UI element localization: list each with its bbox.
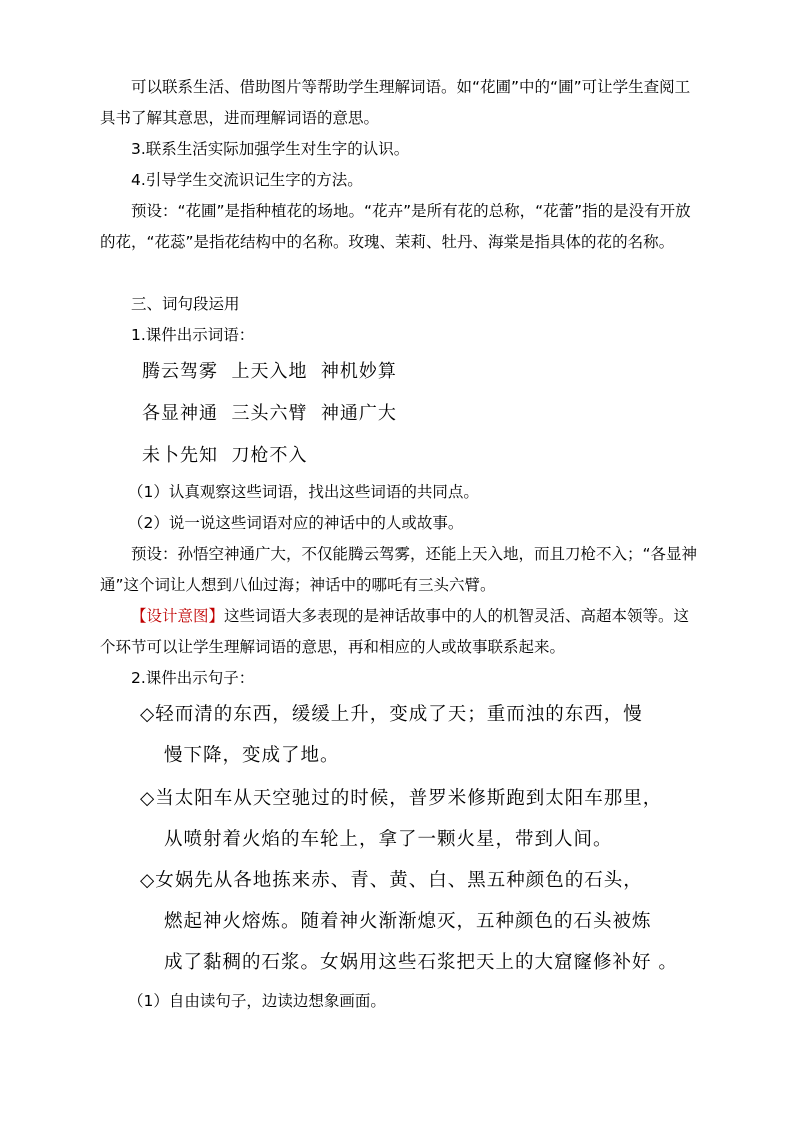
sentence-3-line-1: ◇女娲先从各地拣来赤、青、黄、白、黑五种颜色的石头，: [140, 870, 643, 891]
paragraph-preset-flowers: 预设：“花圃”是指种植花的场地。“花卉”是所有花的总称，“花蕾”指的是没有开放的花，“花蕊”是指花结构中的名称。玫瑰、茉莉、牡丹、海棠是指具体的花的名称。: [100, 202, 691, 251]
question-read-sentences: （1）自由读句子，边读边想象画面。: [128, 992, 386, 1010]
paragraph-show-sentences: 2.课件出示句子：: [131, 669, 255, 687]
sentence-2-line-2: 从喷射着火焰的车轮上，拿了一颗火星，带到人间。: [164, 829, 613, 850]
sentence-2-line-1: ◇当太阳车从天空驰过的时候，普罗米修斯跑到太阳车那里，: [140, 788, 663, 809]
question-2: （2）说一说这些词语对应的神话中的人或故事。: [128, 514, 464, 532]
sentence-3: [140, 860, 700, 983]
paragraph-word-understanding: 可以联系生活、借助图片等帮助学生理解词语。如“花圃”中的“圃”可让学生查阅工具书了解其意思，进而理解词语的意思。: [100, 78, 691, 127]
word-row-1: 腾云驾雾 上天入地 神机妙算: [142, 361, 397, 382]
sentence-3-line-3: 成了黏稠的石浆。女娲用这些石浆把天上的大窟窿修补好 。: [164, 952, 678, 973]
word-row-2: 各显神通 三头六臂 神通广大: [142, 403, 397, 424]
paragraph-item-3: 3.联系生活实际加强学生对生字的认识。: [131, 140, 410, 158]
paragraph-preset-myths: 预设：孙悟空神通广大，不仅能腾云驾雾，还能上天入地，而且刀枪不入；“各显神通”这个词让人想到八仙过海；神话中的哪吒有三头六臂。: [100, 545, 698, 594]
paragraph-item-4: 4.引导学生交流识记生字的方法。: [131, 171, 363, 189]
design-intent-text: 这些词语大多表现的是神话故事中的人的机智灵活、高超本领等。这个环节可以让学生理解词语的意思，再和相应的人或故事联系起来。: [100, 607, 690, 656]
sentence-3-line-2: 燃起神火熔炼。随着神火渐渐熄灭，五种颜色的石头被炼: [164, 911, 652, 932]
sentence-1: [140, 694, 700, 776]
design-intent-label: 【设计意图】: [131, 607, 225, 625]
sentence-2: [140, 778, 700, 860]
paragraph-design-intent: [100, 601, 700, 663]
question-1: （1）认真观察这些词语，找出这些词语的共同点。: [128, 483, 479, 501]
section-heading-3: 三、词句段运用: [131, 295, 240, 313]
sentence-1-line-2: 慢下降，变成了地。: [164, 745, 340, 766]
sentence-1-line-1: ◇轻而清的东西，缓缓上升，变成了天；重而浊的东西，慢: [140, 704, 643, 725]
paragraph-show-words: 1.课件出示词语：: [131, 326, 255, 344]
word-row-3: 未卜先知 刀枪不入: [142, 445, 308, 466]
